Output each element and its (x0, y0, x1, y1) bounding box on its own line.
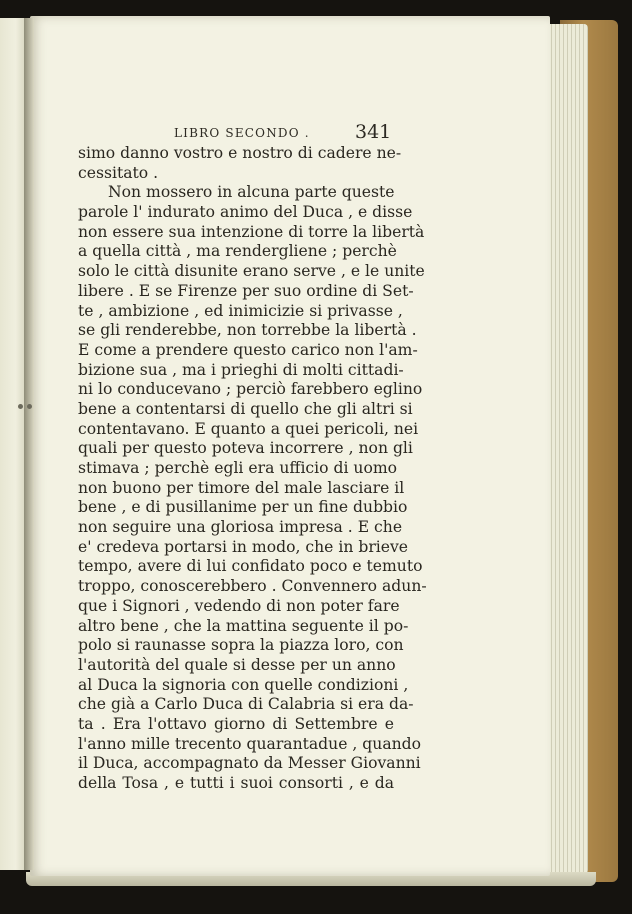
text-line: altro bene , che la mattina seguente il po- (78, 616, 409, 635)
text-line: al Duca la signoria con quelle condizioni , (78, 675, 409, 694)
margin-dot (27, 404, 32, 409)
page-number: 341 (355, 121, 392, 143)
text-line: della Tosa , e tutti i suoi consorti , e da (78, 774, 394, 792)
text-line: se gli renderebbe, non torrebbe la libertà . (78, 321, 417, 340)
margin-marks (18, 394, 40, 402)
text-line: bene a contentarsi di quello che gli altri si (78, 399, 413, 418)
text-line: solo le città disunite erano serve , e le unite (78, 262, 425, 281)
text-line: simo danno vostro e nostro di cadere ne- (78, 144, 402, 162)
text-line: Non mossero in alcuna parte queste (108, 183, 395, 202)
text-line: il Duca, accompagnato da Messer Giovanni (78, 754, 421, 773)
text-line: ni lo conducevano ; perciò farebbero eglino (78, 380, 423, 399)
text-line: polo si raunasse sopra la piazza loro, con (78, 636, 404, 655)
text-line: bizione sua , ma i prieghi di molti cittadi- (78, 360, 404, 379)
text-line: non essere sua intenzione di torre la libertà (78, 222, 425, 241)
text-line: E come a prendere questo carico non l'am- (78, 340, 418, 359)
text-line: ta . Era l'ottavo giorno di Settembre e (78, 714, 394, 733)
text-line: l'autorità del quale si desse per un anno (78, 655, 396, 674)
text-line: quali per questo poteva incorrere , non gli (78, 439, 413, 458)
text-line: a quella città , ma rendergliene ; perchè (78, 242, 397, 261)
text-line: que i Signori , vedendo di non poter fare (78, 596, 400, 615)
text-line: te , ambizione , ed inimicizie si privasse , (78, 301, 403, 320)
text-line: che già a Carlo Duca di Calabria si era da- (78, 695, 414, 714)
text-line: parole l' indurato animo del Duca , e disse (78, 203, 413, 222)
text-line: bene , e di pusillanime per un fine dubbio (78, 498, 408, 517)
gutter-shadow (24, 18, 34, 870)
text-line: e' credeva portarsi in modo, che in brieve (78, 537, 409, 556)
body-text (78, 144, 427, 794)
text-line: non seguire una gloriosa impresa . E che (78, 518, 403, 537)
running-header: LIBRO SECONDO . (174, 126, 310, 140)
text-line: tempo, avere di lui confidato poco e temuto (78, 557, 423, 576)
facing-page-edge (0, 18, 27, 870)
text-line: non buono per timore del male lasciare il (78, 478, 405, 497)
text-line: cessitato . (78, 163, 159, 182)
text-line: libere . E se Firenze per suo ordine di Set- (78, 281, 414, 300)
text-line: troppo, conoscerebbero . Convennero adun- (78, 577, 427, 596)
text-line: stimava ; perchè egli era ufficio di uomo (78, 459, 398, 477)
margin-dot (18, 404, 23, 409)
text-line: l'anno mille trecento quarantadue , quando (78, 734, 422, 753)
text-line: contentavano. E quanto a quei pericoli, nei (78, 419, 419, 438)
